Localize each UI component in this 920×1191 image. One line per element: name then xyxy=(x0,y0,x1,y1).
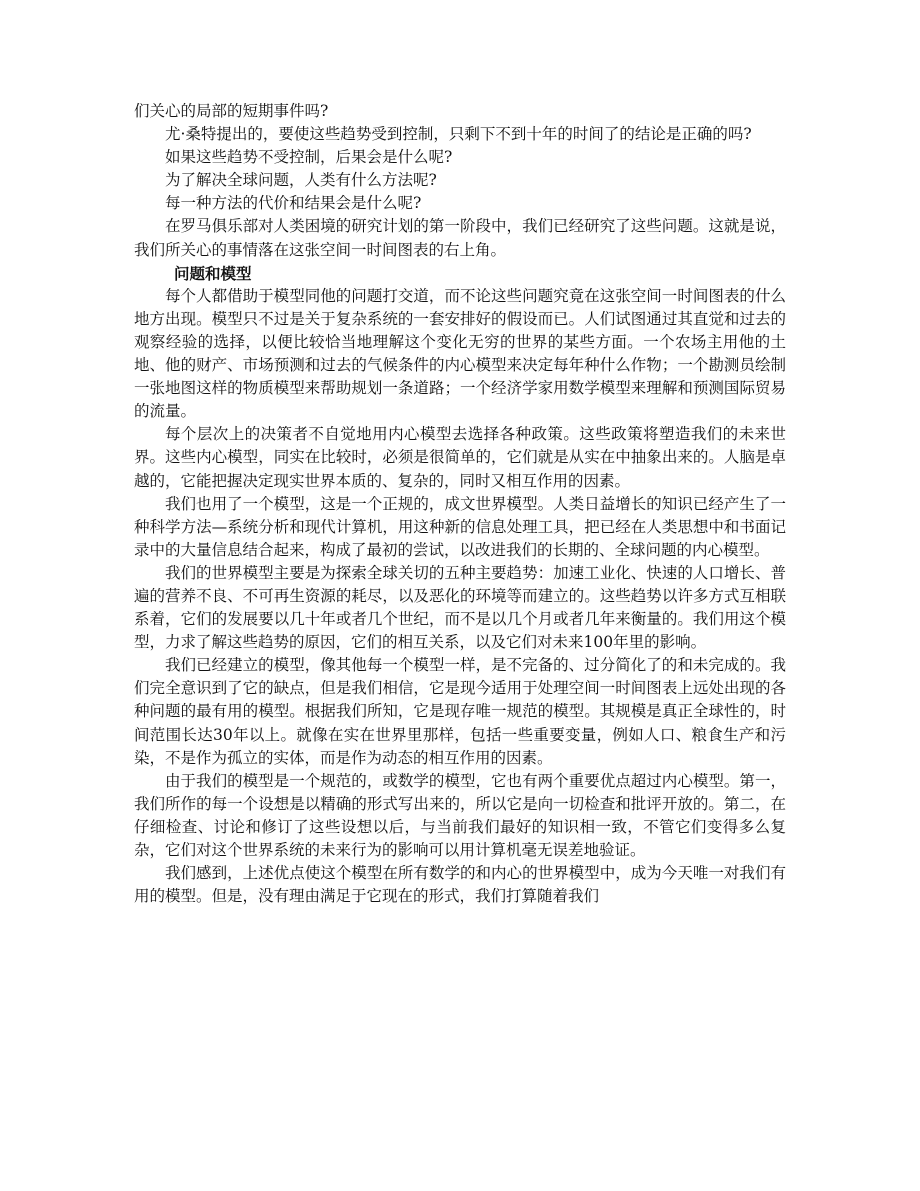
document-body xyxy=(134,100,786,908)
paragraph-continuation: 们关心的局部的短期事件吗? xyxy=(134,102,329,120)
paragraph: 我们也用了一个模型，这是一个正规的，成文世界模型。人类日益增长的知识已经产生了一种科学方法—系统分析和现代计算机，用这种新的信息处理工具，把已经在人类思想中和书面记录中的大量信息结合起来，构成了最初的尝试，以改进我们的长期的、全球问题的内心模型。 xyxy=(134,494,786,559)
paragraph: 如果这些趋势不受控制，后果会是什么呢? xyxy=(165,148,453,167)
paragraph: 我们感到，上述优点使这个模型在所有数学的和内心的世界模型中，成为今天唯一对我们有用的模型。但是，没有理由满足于它现在的形式，我们打算随着我们 xyxy=(134,864,786,906)
paragraph: 我们的世界模型主要是为探索全球关切的五种主要趋势：加速工业化、快速的人口增长、普遍的营养不良、不可再生资源的耗尽，以及恶化的环境等而建立的。这些趋势以许多方式互相联系着，它们的发展要以几十年或者几个世纪，而不是以几个月或者几年来衡量的。我们用这个模型，力求了解这些趋势的原因，它们的相互关系，以及它们对未来100年里的影响。 xyxy=(134,563,786,652)
paragraph: 为了解决全球问题，人类有什么方法呢? xyxy=(165,171,437,190)
paragraph: 在罗马俱乐部对人类困境的研究计划的第一阶段中，我们已经研究了这些问题。这就是说，我们所关心的事情落在这张空间一时间图表的右上角。 xyxy=(134,217,786,259)
section-heading: 问题和模型 xyxy=(174,263,252,283)
paragraph: 每一种方法的代价和结果会是什么呢? xyxy=(165,194,422,213)
paragraph: 每个人都借助于模型同他的问题打交道，而不论这些问题究竟在这张空间一时间图表的什么地方出现。模型只不过是关于复杂系统的一套安排好的假设而已。人们试图通过其直觉和过去的观察经验的选择，以便比较恰当地理解这个变化无穷的世界的某些方面。一个农场主用他的土地、他的财产、市场预测和过去的气候条件的内心模型来决定每年种什么作物；一个勘测员绘制一张地图这样的物质模型来帮助规划一条道路；一个经济学家用数学模型来理解和预测国际贸易的流量。 xyxy=(134,286,786,421)
paragraph: 尤·桑特提出的，要使这些趋势受到控制，只剩下不到十年的时间了的结论是正确的吗? xyxy=(165,125,752,144)
paragraph: 由于我们的模型是一个规范的，或数学的模型，它也有两个重要优点超过内心模型。第一，我们所作的每一个设想是以精确的形式写出来的，所以它是向一切检查和批评开放的。第二，在仔细检查、讨论和修订了这些设想以后，与当前我们最好的知识相一致，不管它们变得多么复杂，它们对这个世界系统的未来行为的影响可以用计算机毫无误差地验证。 xyxy=(134,771,786,859)
paragraph: 每个层次上的决策者不自觉地用内心模型去选择各种政策。这些政策将塑造我们的未来世界。这些内心模型，同实在比较时，必须是很简单的，它们就是从实在中抽象出来的。人脑是卓越的，它能把握决定现实世界本质的、复杂的，同时又相互作用的因素。 xyxy=(134,425,786,490)
paragraph: 我们已经建立的模型，像其他每一个模型一样，是不完备的、过分简化了的和未完成的。我们完全意识到了它的缺点，但是我们相信，它是现今适用于处理空间一时间图表上远处出现的各种问题的最有用的模型。根据我们所知，它是现存唯一规范的模型。其规模是真正全球性的，时间范围长达30年以上。就像在实在世界里那样，包括一些重要变量，例如人口、粮食生产和污染，不是作为孤立的实体，而是作为动态的相互作用的因素。 xyxy=(134,656,786,767)
